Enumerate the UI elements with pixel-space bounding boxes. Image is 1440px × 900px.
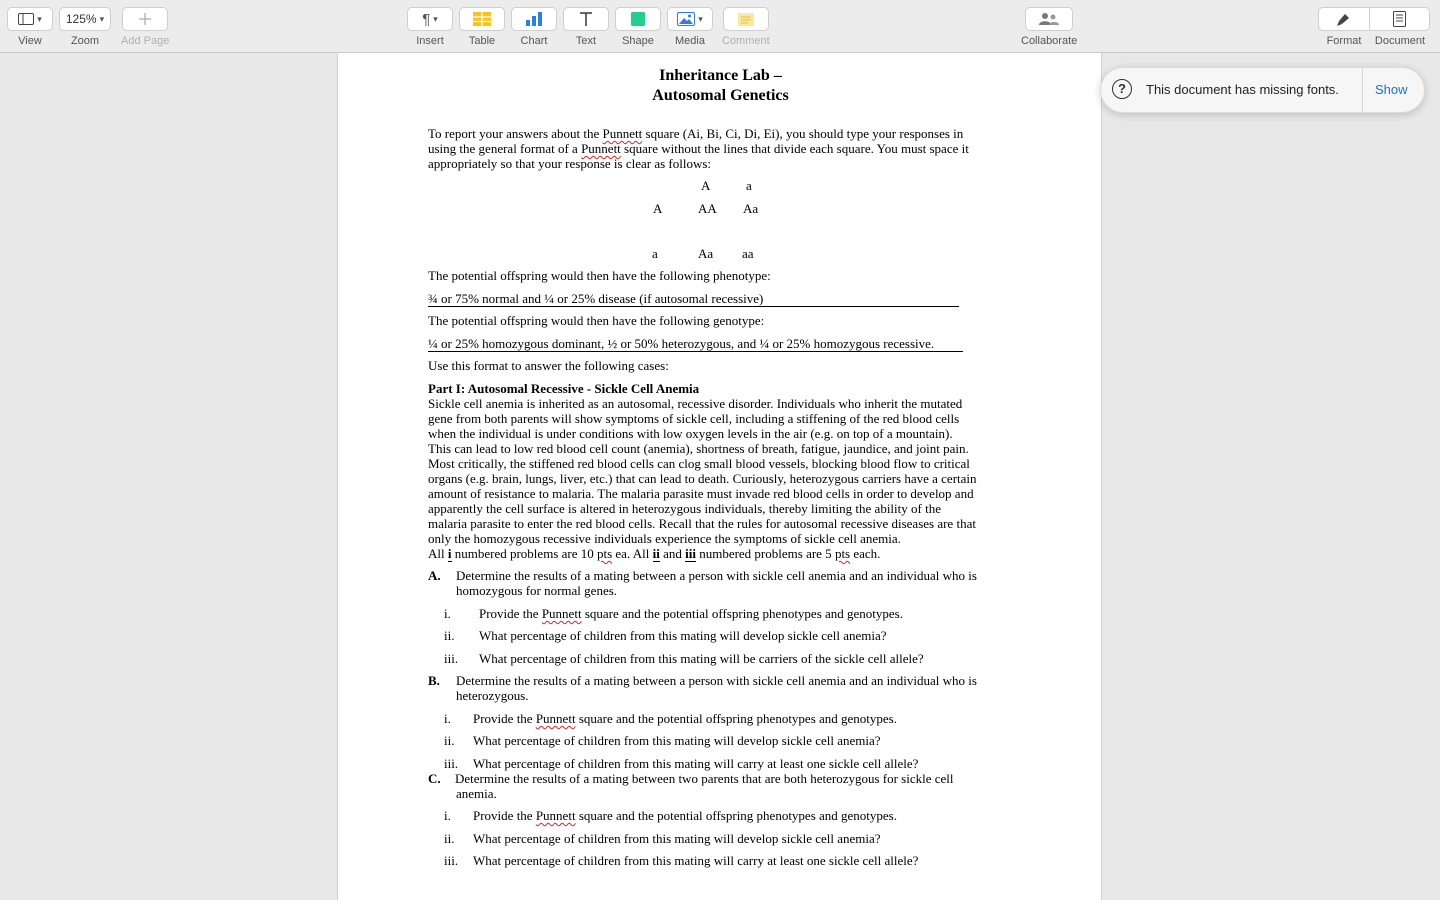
zoom-label: Zoom: [70, 35, 100, 47]
format-control[interactable]: [1318, 7, 1370, 47]
collaborate-icon: [1038, 12, 1060, 26]
question-a-ii: What percentage of children from this mating will develop sickle cell anemia?: [479, 628, 887, 643]
question-b-iii-num: iii.: [444, 756, 459, 771]
image-icon: [677, 12, 695, 26]
question-c-i: Provide the Punnett square and the potential offspring phenotypes and genotypes.: [473, 808, 897, 823]
para-line: amount of resistance to malaria. The malaria parasite must invade red blood cells in order to develop and: [428, 486, 974, 501]
comment-button[interactable]: [723, 7, 769, 31]
para-line: organs (e.g. brain, lungs, liver, etc.) that can lead to death. Curiously, heterozygous carriers have a certain: [428, 471, 977, 486]
collaborate-label: Collaborate: [1021, 35, 1078, 47]
chevron-down-icon: ▾: [433, 13, 438, 24]
question-a-iii-num: iii.: [444, 651, 459, 666]
intro-line1: To report your answers about the Punnett square (Ai, Bi, Ci, Di, Ei), you should type your responses in: [428, 126, 964, 141]
punnett-row1: A: [653, 201, 663, 216]
question-c-ii: What percentage of children from this mating will develop sickle cell anemia?: [473, 831, 881, 846]
chart-button[interactable]: [511, 7, 557, 31]
phenotype-answer: ¾ or 75% normal and ¼ or 25% disease (if autosomal recessive): [428, 291, 959, 307]
toolbar: [0, 0, 1440, 53]
punnett-r1c2: Aa: [743, 201, 759, 216]
part1-heading: Part I: Autosomal Recessive - Sickle Cell Anemia: [428, 381, 700, 396]
square-shape-icon: [631, 12, 645, 26]
chevron-down-icon: ▾: [99, 13, 105, 24]
question-c-ii-num: ii.: [444, 831, 455, 846]
comment-label: Comment: [722, 35, 770, 47]
intro-line2: using the general format of a Punnett square without the lines that divide each square. You must space it: [428, 141, 969, 156]
question-a-line1: Determine the results of a mating between a person with sickle cell anemia and an individual who is: [456, 568, 977, 583]
para-line: malaria parasite to enter the red blood cells. Recall that the rules for autosomal recessive diseases are that: [428, 516, 976, 531]
chart-label: Chart: [520, 35, 548, 47]
zoom-value: 125%: [65, 12, 97, 26]
punnett-r2c1: Aa: [698, 246, 714, 261]
question-b-line1: Determine the results of a mating between a person with sickle cell anemia and an individual who is: [456, 673, 977, 688]
punnett-col1: A: [701, 178, 711, 193]
question-b-i: Provide the Punnett square and the potential offspring phenotypes and genotypes.: [473, 711, 897, 726]
comment-control[interactable]: [722, 7, 770, 47]
question-c-i-num: i.: [444, 808, 451, 823]
notification-divider: [1362, 68, 1363, 112]
text-button[interactable]: [563, 7, 609, 31]
punnett-r1c1: AA: [698, 201, 717, 216]
question-b-i-num: i.: [444, 711, 451, 726]
missing-fonts-notification: [1100, 67, 1425, 113]
show-missing-fonts-button[interactable]: Show: [1375, 82, 1408, 97]
shape-control[interactable]: [615, 7, 661, 47]
document-button[interactable]: [1370, 7, 1430, 31]
question-a-i: Provide the Punnett square and the potential offspring phenotypes and genotypes.: [479, 606, 903, 621]
question-a-label: A.: [428, 568, 441, 583]
question-b-iii: What percentage of children from this mating will carry at least one sickle cell allele?: [473, 756, 919, 771]
question-a-iii: What percentage of children from this mating will be carriers of the sickle cell allele?: [479, 651, 924, 666]
format-label: Format: [1326, 35, 1362, 47]
zoom-control[interactable]: [59, 7, 111, 47]
document-control[interactable]: [1370, 7, 1430, 47]
insert-button[interactable]: [407, 7, 453, 31]
insert-control[interactable]: [407, 7, 453, 47]
chart-control[interactable]: [511, 7, 557, 47]
points-line: All i numbered problems are 10 pts ea. All ii and iii numbered problems are 5 pts each.: [428, 546, 881, 561]
media-control[interactable]: [667, 7, 713, 47]
format-button[interactable]: [1318, 7, 1370, 31]
question-b-line2: heterozygous.: [456, 688, 529, 703]
shape-label: Shape: [622, 35, 654, 47]
use-format-text: Use this format to answer the following cases:: [428, 358, 669, 373]
punnett-row2: a: [652, 246, 658, 261]
table-icon: [473, 12, 491, 26]
doc-title-line1: Inheritance Lab –: [659, 67, 782, 84]
genotype-intro: The potential offspring would then have the following genotype:: [428, 313, 765, 328]
media-label: Media: [675, 35, 705, 47]
chevron-down-icon: ▾: [698, 13, 703, 24]
question-c-line2: anemia.: [456, 786, 497, 801]
insert-label: Insert: [416, 35, 444, 47]
add-page-button[interactable]: [122, 7, 168, 31]
document-page[interactable]: [337, 53, 1102, 900]
add-page-control[interactable]: [121, 7, 169, 47]
para-line: This can lead to low red blood cell count (anemia), shortness of breath, fatigue, jaundice, and joint pain.: [428, 441, 969, 456]
question-c-iii: What percentage of children from this mating will carry at least one sickle cell allele?: [473, 853, 919, 868]
question-b-ii-num: ii.: [444, 733, 455, 748]
intro-line3: appropriately so that your response is clear as follows:: [428, 156, 712, 171]
para-line: when the individual is under conditions with low oxygen levels in the air (e.g. on top of a mountain).: [428, 426, 953, 441]
question-a-line2: homozygous for normal genes.: [456, 583, 618, 598]
para-line: gene from both parents will show symptoms of sickle cell, including a stiffening of the red blood cells: [428, 411, 960, 426]
para-line: apparently the cell surface is altered in heterozygous individuals, thereby limiting the ability of the: [428, 501, 941, 516]
text-control[interactable]: [563, 7, 609, 47]
question-b-label: B.: [428, 673, 440, 688]
bar-chart-icon: [525, 12, 543, 26]
paragraph-icon: ¶: [422, 10, 431, 28]
collaborate-control[interactable]: [1021, 7, 1077, 47]
table-button[interactable]: [459, 7, 505, 31]
media-button[interactable]: [667, 7, 713, 31]
punnett-r2c2: aa: [742, 246, 754, 261]
phenotype-intro: The potential offspring would then have the following phenotype:: [428, 268, 771, 283]
chevron-down-icon: ▾: [37, 13, 42, 24]
question-b-ii: What percentage of children from this mating will develop sickle cell anemia?: [473, 733, 881, 748]
document-label: Document: [1374, 35, 1426, 47]
view-label: View: [18, 35, 42, 47]
zoom-select[interactable]: [59, 7, 111, 31]
document-icon: [1393, 11, 1406, 27]
para-line: only the homozygous recessive individuals experience the symptoms of sickle cell anemia.: [428, 531, 901, 546]
table-label: Table: [468, 35, 496, 47]
collaborate-button[interactable]: [1025, 7, 1073, 31]
question-c-iii-num: iii.: [444, 853, 459, 868]
question-mark-icon: ?: [1112, 79, 1132, 99]
plus-icon: [139, 13, 151, 25]
table-control[interactable]: [459, 7, 505, 47]
paintbrush-icon: [1336, 11, 1352, 27]
shape-button[interactable]: [615, 7, 661, 31]
question-c-label: C.: [428, 771, 441, 786]
punnett-col2: a: [746, 178, 752, 193]
question-c-line1: Determine the results of a mating between two parents that are both heterozygous for sickle cell: [455, 771, 954, 786]
question-a-ii-num: ii.: [444, 628, 455, 643]
add-page-label: Add Page: [121, 35, 170, 47]
view-button[interactable]: [7, 7, 53, 31]
text-label: Text: [575, 35, 597, 47]
doc-title-line2: Autosomal Genetics: [652, 87, 789, 104]
view-control[interactable]: [7, 7, 53, 47]
genotype-answer: ¼ or 25% homozygous dominant, ½ or 50% heterozygous, and ¼ or 25% homozygous recessive.: [428, 336, 963, 352]
sidebar-icon: [18, 13, 34, 25]
question-a-i-num: i.: [444, 606, 451, 621]
para-line: Most critically, the stiffened red blood cells can clog small blood vessels, blocking blood flow to critical: [428, 456, 970, 471]
notification-message: This document has missing fonts.: [1146, 82, 1339, 97]
comment-icon: [738, 13, 754, 26]
para-line: Sickle cell anemia is inherited as an autosomal, recessive disorder. Individuals who inherit the mutated: [428, 396, 963, 411]
text-icon: [578, 11, 594, 27]
